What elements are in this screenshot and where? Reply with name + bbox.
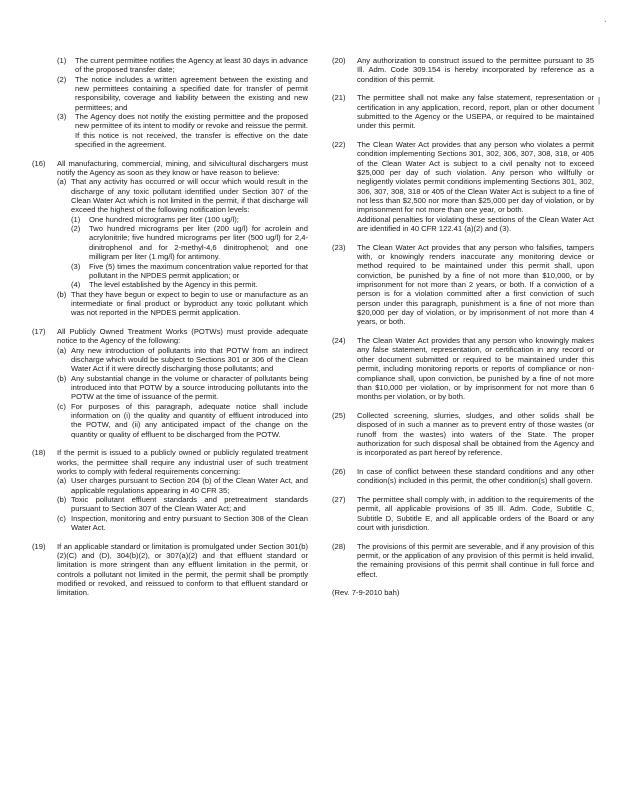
condition-27: [332, 495, 594, 532]
condition-24: [332, 336, 594, 401]
condition-text: All Publicly Owned Treatment Works (POTWs) must provide adequate notice to the Agency of the following:: [57, 326, 308, 346]
condition-20: [332, 56, 594, 84]
condition-18: [32, 448, 308, 532]
condition-text: The permittee shall not make any false statement, representation or certification in any application, record, report, plan or other document submitted to the Agency or the USEPA, or required to be maintained under this permit.: [357, 93, 594, 131]
subcondition: (c) Inspection, monitoring and entry pursuant to Section 308 of the Clean Water Act.: [57, 513, 308, 533]
condition-25: [332, 411, 594, 458]
condition-number: (26): [332, 466, 346, 476]
condition-text: In case of conflict between these standard conditions and any other condition(s) included in this permit, the other condition(s) shall govern.: [357, 466, 594, 486]
subcondition: (a) User charges pursuant to Section 204 (b) of the Clean Water Act, and applicable regulations appearing in 40 CFR 35;: [57, 476, 308, 495]
subcondition: (b) Any substantial change in the volume or character of pollutants being introduced into that POTW by a source introducing pollutants into the POTW at the time of issuance of the permit.: [57, 373, 308, 402]
condition-28: [332, 542, 594, 579]
condition-text: If the permit is issued to a publicly owned or publicly regulated treatment works, the permittee shall require any industrial user of such treatment works to comply with federal requirements concerning:: [57, 448, 308, 476]
condition-number: (22): [332, 140, 346, 149]
condition-19: [32, 542, 308, 598]
condition-number: (17): [32, 326, 46, 336]
condition-number: (21): [332, 93, 346, 103]
notification-level: (3) Five (5) times the maximum concentration value reported for that pollutant in the NPDES permit application; or: [71, 261, 308, 280]
left-column: [32, 56, 308, 607]
revision-note: (Rev. 7-9-2010 bah): [332, 588, 400, 598]
condition-22: [332, 140, 594, 233]
condition-21: [332, 93, 594, 130]
subcondition: (c) For purposes of this paragraph, adequate notice shall include information on (i) the quality and quantity of effluent introduced into the POTW, and (ii) any anticipated impact of the change on the quantity or quality of effluent to be discharged from the POTW.: [57, 401, 308, 439]
condition-text: The Clean Water Act provides that any person who violates a permit condition implementing Sections 301, 302, 306, 307, 308, 318, or 405 of the Clean Water Act is subject to a civil penalty not to exceed $25,000 per day of such violation. Any person who willfully or negligently violates permit conditions implementing Sections 301, 302, 306, 307, 308, 318 or 405 of the Clean Water Act is subject to a fine of not less than $2,500 nor more than $25,000 per day of violation, or by imprisonment for not more than one year, or both.: [357, 140, 594, 215]
transfer-conditions: [32, 56, 308, 149]
condition-text: Collected screening, slurries, sludges, and other solids shall be disposed of in such a manner as to prevent entry of those wastes (or runoff from the wastes) into waters of the State. The proper authorization for such disposal shall be obtained from the Agency and is incorporated as part hereof by reference.: [357, 410, 594, 458]
condition-text: The Clean Water Act provides that any person who falsifies, tampers with, or knowingly renders inaccurate any monitoring device or method required to be maintained under this permit shall, upon conviction, be punished by a fine of not more than $10,000, or by imprisonment for not more than 2 years, or both. If a conviction of a person is for a violation committed after a first conviction of such person under this paragraph, punishment is a fine of not more than $20,000 per day of violation, or by imprisonment of not more than 4 years, or both.: [357, 242, 594, 327]
scan-mark: |: [598, 96, 601, 105]
condition-number: (20): [332, 56, 346, 65]
notification-level: (1) One hundred micrograms per liter (100 ug/l);: [71, 214, 239, 224]
condition-16: [32, 159, 308, 318]
condition-number: (19): [32, 541, 46, 551]
subcondition: (a) Any new introduction of pollutants into that POTW from an indirect discharge which would be subject to Sections 301 or 306 of the Clean Water Act if it were directly discharging those pollutants; and: [57, 345, 308, 374]
scan-mark: `: [604, 20, 607, 29]
right-column: [332, 56, 594, 598]
condition-text: The Clean Water Act provides that any person who knowingly makes any false statement, representation, or certification in any record or other document submitted or required to be maintained under this permit, including monitoring reports or reports of compliance or non-compliance shall, upon conviction, be punished by a fine of not more than $10,000 per violation, or by imprisonment for not more than 6 months per violation, or by both.: [357, 336, 594, 402]
condition-text: All manufacturing, commercial, mining, and silvicultural dischargers must notify the Agency as soon as they know or have reason to believe:: [57, 158, 308, 178]
condition-23: [332, 243, 594, 327]
condition-number: (23): [332, 242, 346, 252]
condition-text: If an applicable standard or limitation is promulgated under Section 301(b)(2)(C) and (D), 304(b)(2), or 307(a)(2) and that effluent standard or limitation is more stringent than any effluent limitation in the permit, or controls a pollutant not limited in the permit, the permit shall be promptly modified or revoked, and reissued to conform to that effluent standard or limitation.: [57, 541, 308, 598]
condition-17: [32, 327, 308, 439]
subcondition-b: (b) That they have begun or expect to begin to use or manufacture as an intermediate or final product or byproduct any toxic pollutant which was not reported in the NPDES permit application.: [57, 289, 308, 318]
notification-level: (4) The level established by the Agency in this permit.: [71, 280, 258, 290]
condition-26: [332, 467, 594, 486]
notification-level: (2) Two hundred micrograms per liter (200 ug/l) for acrolein and acrylonitrile; five hundred micrograms per liter (500 ug/l) for 2,4-dinitrophenol and for 2-methyl-4,6 dinitrophenol; and one milligram per liter (1 mg/l) for antimony.: [71, 224, 308, 262]
condition-number: (18): [32, 448, 46, 458]
condition-number: (16): [32, 158, 46, 168]
condition-text-extra: Additional penalties for violating these sections of the Clean Water Act are identified in 40 CFR 122.41 (a)(2) and (3).: [357, 214, 594, 234]
transfer-item: (2) The notice includes a written agreement between the existing and new permittees containing a specified date for transfer of permit responsibility, coverage and liability between the existing and new permittees; and: [57, 74, 308, 112]
condition-number: (25): [332, 410, 346, 420]
transfer-item: (3) The Agency does not notify the existing permittee and the proposed new permittee of its intent to modify or revoke and reissue the permit. If this notice is not received, the transfer is effective on the date specified in the agreement.: [57, 112, 308, 150]
subcondition: (b) Toxic pollutant effluent standards and pretreatment standards pursuant to Section 307 of the Clean Water Act; and: [57, 495, 308, 514]
condition-number: (24): [332, 336, 346, 346]
condition-text: Any authorization to construct issued to the permittee pursuant to 35 Ill. Adm. Code 309.154 is hereby incorporated by reference as a condition of this permit.: [357, 56, 594, 84]
condition-number: (28): [332, 541, 346, 551]
condition-number: (27): [332, 494, 346, 504]
condition-text: The provisions of this permit are severable, and if any provision of this permit, or the application of any provision of this permit is held invalid, the remaining provisions of this permit shall continue in full force and effect.: [357, 541, 594, 579]
condition-text: The permittee shall comply with, in addition to the requirements of the permit, all applicable provisions of 35 Ill. Adm. Code, Subtitle C, Subtitle D, Subtitle E, and all applicable orders of the Board or any court with jurisdiction.: [357, 494, 594, 532]
subcondition-a: (a) That any activity has occurred or will occur which would result in the discharge of any toxic pollutant identified under Section 307 of the Clean Water Act which is not limited in the permit, if that discharge will exceed the highest of the following notification levels: (1) One hundred micrograms per liter (100 ug/l); (2) Two hundred micrograms per liter (200 ug/l) for acrolein and acrylonitrile; five hundred micrograms per liter (500 ug/l) for 2,4-dinitrophenol and for 2-methyl-4,6 dinitrophenol; and one milligram per liter (1 mg/l) for antimony. (3) Five (5) times the maximum concentration value reported for that pollutant in the NPDES permit application; or (4) The level established by the Agency in this permit.: [57, 177, 308, 290]
transfer-item: (1) The current permittee notifies the Agency at least 30 days in advance of the proposed transfer date;: [57, 56, 308, 75]
